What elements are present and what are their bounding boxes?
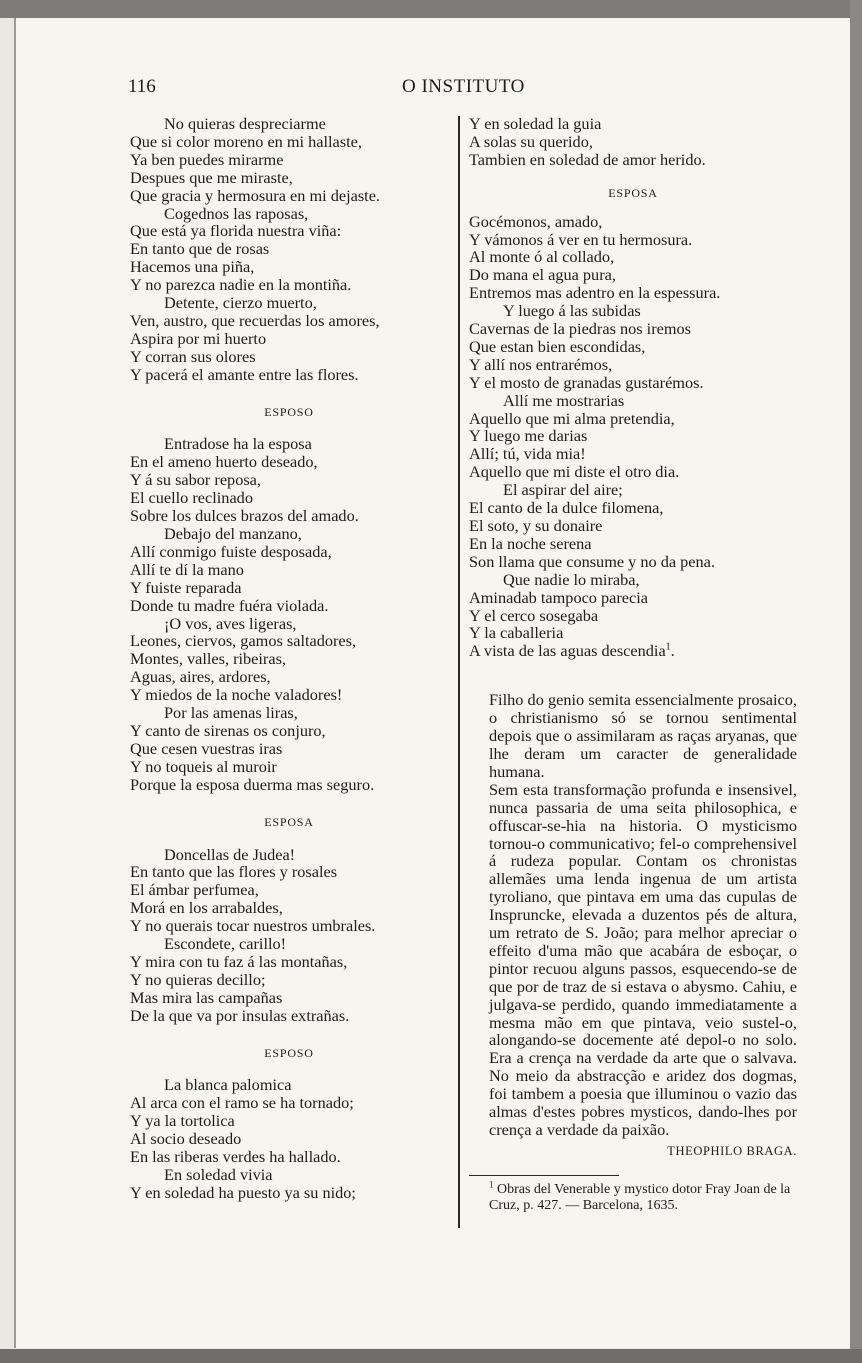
verse-line: En tanto que las flores y rosales bbox=[130, 862, 338, 882]
verse-line: Morá en los arrabaldes, bbox=[130, 898, 283, 918]
verse-line: ¡O vos, aves ligeras, bbox=[164, 613, 297, 633]
verse-line: Y allí nos entrarémos, bbox=[469, 354, 613, 374]
verse-line: El soto, y su donaire bbox=[469, 516, 603, 536]
poem-stanza-group bbox=[130, 435, 448, 793]
verse-line: A solas su querido, bbox=[469, 131, 593, 151]
verse-line: Porque la esposa duerma mas seguro. bbox=[130, 774, 375, 794]
verse-line: Y pacerá el amante entre las flores. bbox=[130, 364, 359, 384]
verse-text: A vista de las aguas descendia bbox=[469, 641, 666, 661]
verse-line: Que está ya florida nuestra viña: bbox=[130, 221, 342, 241]
verse-line: El aspirar del aire; bbox=[503, 480, 623, 500]
verse-line: Y en soledad ha puesto ya su nido; bbox=[130, 1182, 356, 1202]
verse-line: Aquello que mi diste el otro dia. bbox=[469, 462, 680, 482]
verse-line: Entremos mas adentro en la espessura. bbox=[469, 283, 721, 303]
footnote bbox=[469, 1179, 797, 1214]
verse-line: Y luego me darias bbox=[469, 426, 588, 446]
speaker-heading-esposa: ESPOSA bbox=[608, 185, 658, 200]
right-column bbox=[469, 115, 797, 1214]
verse-line: Leones, ciervos, gamos saltadores, bbox=[130, 631, 357, 651]
poem-stanza-group bbox=[130, 846, 448, 1025]
page-number: 116 bbox=[128, 76, 156, 97]
verse-line: El cuello reclinado bbox=[130, 488, 253, 508]
poem-stanza-group bbox=[469, 115, 797, 169]
verse-line: Donde tu madre fuéra violada. bbox=[130, 595, 329, 615]
verse-line: Aminadab tampoco parecia bbox=[469, 587, 649, 607]
verse-line: Hacemos una piña, bbox=[130, 257, 255, 277]
verse-line: Por las amenas liras, bbox=[164, 703, 298, 723]
verse-line: En la noche serena bbox=[469, 533, 592, 553]
verse-line: Y no parezca nadie en la montiña. bbox=[130, 275, 352, 295]
essay-paragraph: Filho do genio semita essencialmente prosaico, o christianismo só se tornou sentimental depois que o assimilaram as raças aryanas, que lhe deram um caracter de generalidade humana. bbox=[489, 690, 797, 781]
verse-line: Cogednos las raposas, bbox=[164, 203, 309, 223]
verse-line: Entradose ha la esposa bbox=[164, 434, 312, 454]
author-signature: THEOPHILO BRAGA. bbox=[667, 1143, 797, 1158]
verse-line: A vista de las aguas descendia$^1$. bbox=[469, 641, 675, 661]
essay-paragraph: Sem esta transformação profunda e insensivel, nunca passaria de uma seita philosophica, e offuscar-se-hia na historia. O mysticismo tornou-o communicativo; fel-o comprehensivel á rudeza popular. Contam os chronistas allemães uma lenda ingenua de um artista tyroliano, que pintava em uma das cupulas de Inspruncke, elevada a duzentos pés de altura, um retrato de S. João; para melhor apreciar o effeito d'uma mão que acabára de esboçar, o pintor recuou alguns passos, esquecendo-se de que por de traz de si estava o abysmo. Cahiu, e julgava-se perdido, quando immediatamente a mesma mão em que pintava, veio sustel-o, alongando-se docemente até depol-o no solo. Era a crença na verdade da arte que o salvava. No meio da abstracção e aridez dos dogmas, foi tambem a poesia que illuminou o vazio das almas d'estes pobres mysticos, dando-lhes por crença a verdade da paixão. bbox=[489, 779, 797, 1140]
poem-stanza-group bbox=[469, 213, 797, 661]
verse-line: Allí me mostrarias bbox=[503, 390, 625, 410]
verse-line: En soledad vivia bbox=[164, 1164, 273, 1184]
verse-line: En tanto que de rosas bbox=[130, 239, 270, 259]
verse-line: Y el cerco sosegaba bbox=[469, 605, 599, 625]
column-divider bbox=[458, 116, 460, 1228]
poem-stanza-group bbox=[130, 115, 448, 384]
verse-line: En las riberas verdes ha hallado. bbox=[130, 1147, 341, 1167]
verse-line: Y corran sus olores bbox=[130, 346, 256, 366]
verse-line: Escondete, carillo! bbox=[164, 934, 287, 954]
verse-line: El ámbar perfumea, bbox=[130, 880, 259, 900]
verse-line: Que nadie lo miraba, bbox=[503, 569, 640, 589]
verse-line: Aspira por mi huerto bbox=[130, 328, 267, 348]
verse-line: Debajo del manzano, bbox=[164, 524, 302, 544]
verse-line: Y el mosto de granadas gustarémos. bbox=[469, 372, 704, 392]
scan-bottom-border bbox=[0, 1349, 862, 1363]
verse-line: Que cesen vuestras iras bbox=[130, 738, 283, 758]
verse-line: Montes, valles, ribeiras, bbox=[130, 649, 286, 669]
verse-line: Que estan bien escondidas, bbox=[469, 336, 646, 356]
verse-line: Detente, cierzo muerto, bbox=[164, 293, 317, 313]
verse-line: No quieras despreciarme bbox=[164, 114, 326, 133]
verse-line: Cavernas de la piedras nos iremos bbox=[469, 319, 691, 339]
verse-line: Allí te dí la mano bbox=[130, 559, 244, 579]
poem-stanza-group bbox=[130, 1076, 448, 1201]
verse-line: Despues que me miraste, bbox=[130, 167, 293, 187]
verse-line: Y en soledad la guia bbox=[469, 114, 602, 133]
verse-line: Aquello que mi alma pretendia, bbox=[469, 408, 675, 428]
verse-line: En el ameno huerto deseado, bbox=[130, 452, 318, 472]
verse-line: Tambien en soledad de amor herido. bbox=[469, 149, 706, 169]
verse-line: Y vámonos á ver en tu hermosura. bbox=[469, 229, 693, 249]
speaker-heading-esposo: ESPOSO bbox=[264, 1045, 314, 1060]
verse-line: Y luego á las subidas bbox=[503, 301, 641, 321]
scan-right-border bbox=[850, 0, 862, 1363]
scan-top-border bbox=[0, 0, 862, 18]
verse-line: Al monte ó al collado, bbox=[469, 247, 615, 267]
verse-line: Al socio deseado bbox=[130, 1129, 242, 1149]
verse-line: Y no quieras decillo; bbox=[130, 969, 266, 989]
verse-line: Y fuiste reparada bbox=[130, 577, 242, 597]
footnote-text: Obras del Venerable y mystico dotor Fray Joan de la Cruz, p. 427. — Barcelona, 1635. bbox=[489, 1181, 791, 1213]
verse-line: Doncellas de Judea! bbox=[164, 844, 296, 864]
footnote-number: 1 bbox=[489, 1179, 494, 1190]
verse-line: Que gracia y hermosura en mi dejaste. bbox=[130, 185, 380, 205]
verse-line: Y la caballeria bbox=[469, 623, 564, 643]
verse-line: Sobre los dulces brazos del amado. bbox=[130, 506, 359, 526]
speaker-heading-esposo: ESPOSO bbox=[264, 404, 314, 419]
verse-line: La blanca palomica bbox=[164, 1075, 292, 1095]
verse-line: Y canto de sirenas os conjuro, bbox=[130, 720, 326, 740]
verse-line: Mas mira las campañas bbox=[130, 987, 283, 1007]
verse-line: Allí; tú, vida mia! bbox=[469, 444, 586, 464]
verse-line: De la que va por insulas extrañas. bbox=[130, 1005, 350, 1025]
verse-line: Y no toqueis al muroir bbox=[130, 756, 277, 776]
verse-line: Ven, austro, que recuerdas los amores, bbox=[130, 310, 380, 330]
verse-line: Y ya la tortolica bbox=[130, 1111, 235, 1131]
verse-line: Al arca con el ramo se ha tornado; bbox=[130, 1093, 354, 1113]
verse-line: Son llama que consume y no da pena. bbox=[469, 551, 715, 571]
verse-line: Do mana el agua pura, bbox=[469, 265, 616, 285]
verse-line: Allí conmigo fuiste desposada, bbox=[130, 541, 332, 561]
footnote-rule bbox=[469, 1175, 619, 1176]
running-title: O INSTITUTO bbox=[402, 76, 525, 97]
verse-line: Y mira con tu faz á las montañas, bbox=[130, 951, 348, 971]
verse-line: Aguas, aires, ardores, bbox=[130, 667, 271, 687]
verse-line: El canto de la dulce filomena, bbox=[469, 498, 664, 518]
verse-line: Y miedos de la noche valadores! bbox=[130, 685, 343, 705]
left-column bbox=[130, 115, 448, 1202]
verse-line: Que si color moreno en mi hallaste, bbox=[130, 131, 362, 151]
footnote-reference: 1 bbox=[665, 641, 671, 653]
verse-line: Gocémonos, amado, bbox=[469, 211, 603, 231]
verse-line: Y no querais tocar nuestros umbrales. bbox=[130, 916, 376, 936]
verse-line: Y á su sabor reposa, bbox=[130, 470, 261, 490]
verse-line: Ya ben puedes mirarme bbox=[130, 149, 284, 169]
speaker-heading-esposa: ESPOSA bbox=[264, 814, 314, 829]
